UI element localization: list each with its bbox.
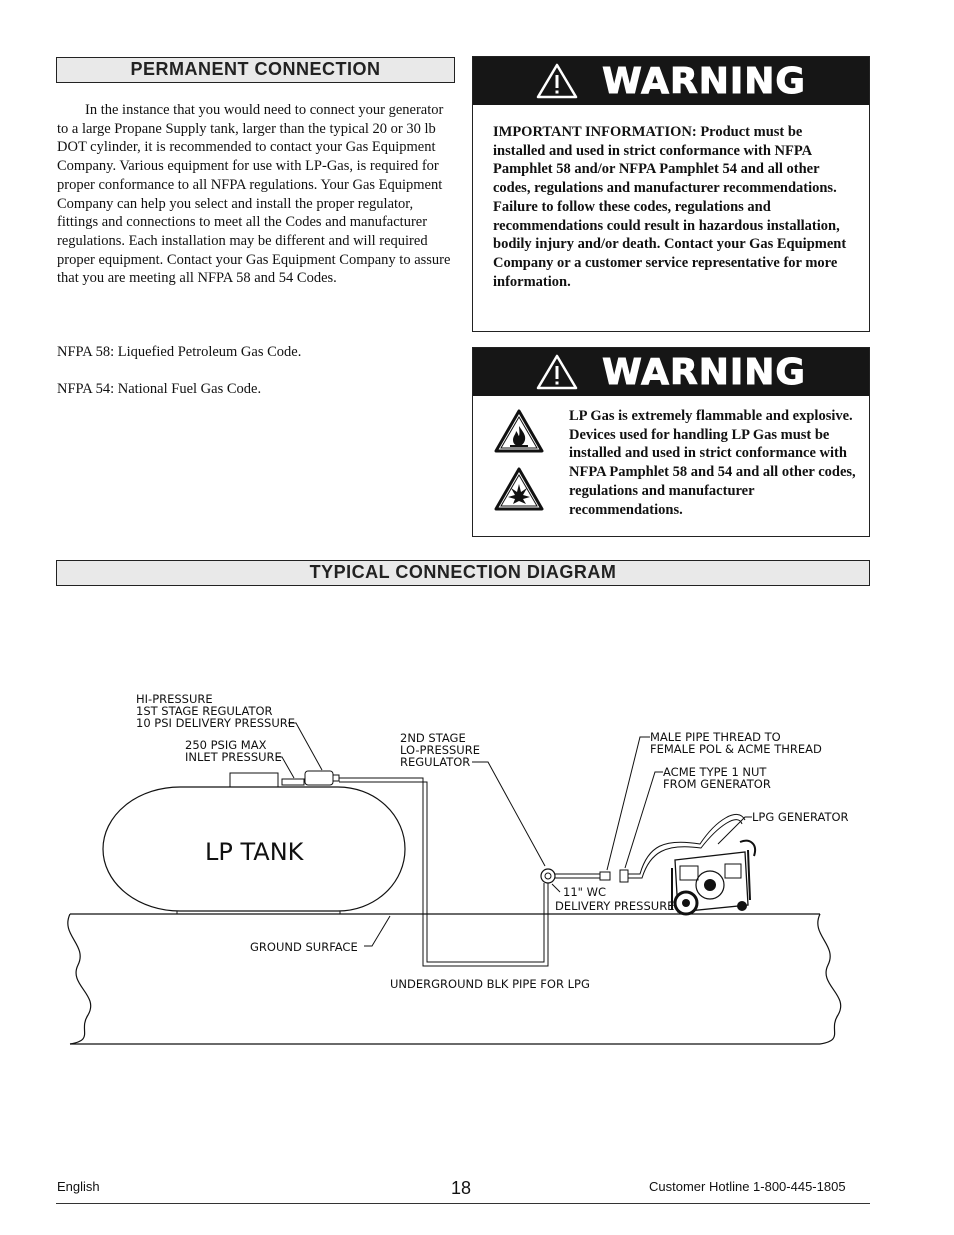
male-pipe-thread-label: MALE PIPE THREAD TO	[650, 730, 781, 744]
connection-diagram	[0, 600, 954, 1070]
from-generator-label: FROM GENERATOR	[663, 777, 771, 791]
female-pol-acme-label: FEMALE POL & ACME THREAD	[650, 742, 822, 756]
footer-divider	[56, 1203, 870, 1204]
hi-pressure-label: HI-PRESSURE	[136, 692, 213, 706]
lp-tank	[103, 773, 405, 914]
male-pipe-thread	[600, 872, 610, 880]
acme-nut	[620, 870, 628, 882]
warning-flammable-text: LP Gas is extremely flammable and explosive. Devices used for handling LP Gas must be installed and used in strict conformance with NFPA Pamphlet 58 and 54 and all other codes, regulations and manufacturer recommendations.	[569, 408, 856, 518]
wc-pressure-label: 11" WC	[563, 885, 606, 899]
connection-diagram-heading: TYPICAL CONNECTION DIAGRAM	[56, 560, 870, 586]
ground-break-right	[818, 914, 841, 1044]
second-stage-label: 2ND STAGE	[400, 731, 466, 745]
permanent-connection-body	[57, 101, 457, 288]
footer-language: English	[57, 1179, 100, 1194]
acme-nut-label: ACME TYPE 1 NUT	[663, 765, 767, 779]
lo-pressure-label: LO-PRESSURE	[400, 743, 480, 757]
lpg-generator-label: LPG GENERATOR	[752, 810, 849, 824]
inlet-pressure-max-label: 250 PSIG MAX	[185, 738, 267, 752]
warning-triangle-icon	[536, 63, 578, 99]
first-stage-regulator	[282, 771, 339, 785]
warning-banner	[473, 57, 869, 105]
first-stage-regulator-label: 1ST STAGE REGULATOR	[136, 704, 273, 718]
warning-banner	[473, 348, 869, 396]
lpg-generator-illustration	[672, 841, 755, 914]
warning-box-flammable	[472, 347, 870, 537]
footer-page-number: 18	[451, 1178, 472, 1198]
warning-triangle-icon	[536, 354, 578, 390]
delivery-pressure-10psi-label: 10 PSI DELIVERY PRESSURE	[136, 716, 296, 730]
underground-pipe-label: UNDERGROUND BLK PIPE FOR LPG	[390, 977, 590, 991]
tank-label: LP TANK	[205, 838, 304, 866]
warning-box-important	[472, 56, 870, 332]
inlet-pressure-label: INLET PRESSURE	[185, 750, 282, 764]
permanent-connection-heading: PERMANENT CONNECTION	[56, 57, 455, 83]
warning-title: WARNING	[602, 60, 806, 102]
nfpa58-definition: NFPA 58: Liquefied Petroleum Gas Code.	[57, 344, 302, 360]
ground-break-left	[68, 914, 91, 1044]
warning-title: WARNING	[602, 351, 806, 393]
nfpa54-definition: NFPA 54: National Fuel Gas Code.	[57, 381, 262, 397]
delivery-pressure-label: DELIVERY PRESSURE	[555, 899, 675, 913]
footer-hotline: Customer Hotline 1-800-445-1805	[649, 1179, 846, 1194]
explosive-hazard-icon	[493, 466, 545, 512]
ground-surface-label: GROUND SURFACE	[250, 940, 358, 954]
warning-important-text: IMPORTANT INFORMATION: Product must be installed and used in strict conformance with NFPA Pamphlet 58 and/or NFPA Pamphlet 54 and all other codes, regulations and manufacturer recommendations. Failure to follow these codes, regulations and recommendations could result in hazardous installation, bodily injury and/or death. Contact your Gas Equipment Company or a customer service representative for more information.	[493, 124, 847, 290]
flammable-hazard-icon	[493, 408, 545, 454]
regulator-label: REGULATOR	[400, 755, 471, 769]
permanent-connection-paragraph: In the instance that you would need to connect your generator to a large Propane Supply tank, larger than the typical 20 or 30 lb DOT cylinder, it is recommended to contact your Gas Equipment Company. Various equipment for use with LP-Gas, is required for proper conformance to all NFPA regulations. Your Gas Equipment Company can help you select and install the proper regulator, fittings and connections to meet all the Codes and manufacturer regulations. Each installation may be different and will required proper equipment. Contact your Gas Equipment Company to assure that you are meeting all NFPA 58 and 54 Codes.	[57, 102, 451, 287]
second-stage-regulator	[541, 869, 600, 883]
